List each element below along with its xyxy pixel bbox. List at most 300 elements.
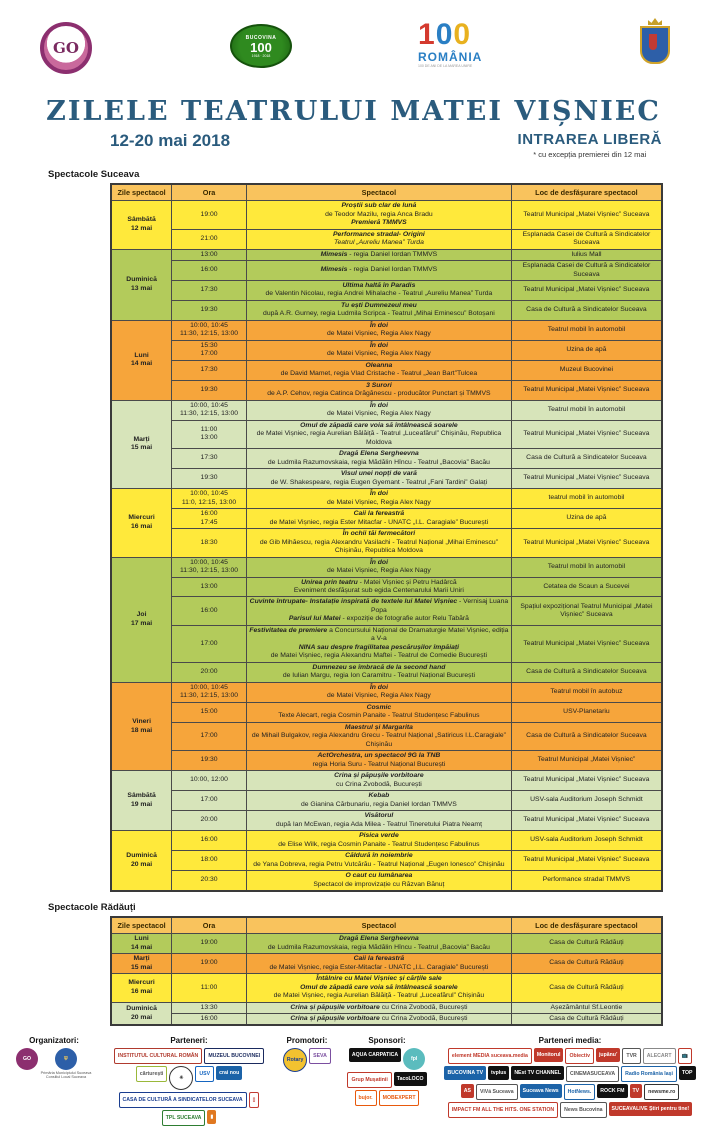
- show-title: Dragă Elena Sergheevna: [339, 450, 419, 458]
- show-row: [111, 249, 662, 260]
- show-detail: de Matei Vișniec, Regia Alex Nagy: [327, 410, 431, 418]
- time-cell: 10:00, 12:00: [172, 771, 247, 791]
- top-fm-logo: [679, 1066, 696, 1082]
- radio-romania-iasi-logo: [621, 1066, 677, 1082]
- show-detail: de Matei Vișniec, regia Aurelian Bălăiță - Teatrul „Luceafărul” Chișinău: [273, 992, 485, 1000]
- romania-logo-name: ROMÂNIA: [418, 50, 483, 64]
- show-title: Visul unei nopți de vară: [340, 470, 417, 478]
- grup-musatinii-logo-text: Grup Mușatinii: [347, 1072, 391, 1088]
- time-cell: 15:30 17:00: [172, 340, 247, 360]
- show-title: Caii la fereastră: [353, 510, 405, 518]
- time-cell: 10:00, 10:45 11:30, 12:15, 13:00: [172, 400, 247, 420]
- tvplus-logo-text: tvplus: [488, 1066, 509, 1080]
- show-detail: Texte Alecart, regia Cosmin Panaite - Teatrul Studențesc Fabulinus: [278, 712, 480, 720]
- show-title: În doi: [369, 558, 388, 566]
- time-cell: 17:00: [172, 722, 247, 750]
- venue-cell: Casa de Cultură a Sindicatelor Suceava: [511, 722, 662, 750]
- show-row: [111, 449, 662, 469]
- show-cell: [246, 934, 511, 954]
- footer-section-label: Promotori:: [286, 1036, 328, 1046]
- teatru-emblem-logo-text: ▯: [249, 1092, 260, 1108]
- venue-cell: Casa de Cultură Rădăuți: [511, 974, 662, 1002]
- time-cell: 10:00, 10:45 11:30, 12:15, 13:00: [172, 557, 247, 577]
- bursiva-logo: [207, 1110, 216, 1126]
- show-title: Căldură în noiembrie: [345, 852, 413, 860]
- cinema-suceava-logo: [566, 1066, 619, 1082]
- venue-cell: Esplanada Casei de Cultură a Sindicatelor Suceava: [511, 229, 662, 249]
- show-detail: după A.R. Gurney, regia Ludmila Scripca - Teatrul „Mihai Eminescu” Botoșani: [263, 310, 495, 318]
- show-cell: [246, 1002, 511, 1013]
- venue-cell: Teatrul Municipal „Matei Vișniec” Suceava: [511, 469, 662, 489]
- time-cell: 11:00: [172, 974, 247, 1002]
- show-title: În doi: [369, 490, 388, 498]
- time-cell: 16:00: [172, 831, 247, 851]
- show-cell: [246, 509, 511, 529]
- time-cell: 18:30: [172, 529, 247, 557]
- aqua-carpatica-logo-text: AQUA CARPATICA: [349, 1048, 401, 1062]
- show-title: Parisul lui Matei: [288, 615, 341, 623]
- radio-as-logo: [461, 1084, 474, 1100]
- impact-fm-logo: [448, 1102, 558, 1118]
- show-detail: cu Crina Zvobodă, București: [336, 780, 422, 788]
- show-title: Tu ești Dumnezeul meu: [341, 301, 417, 309]
- time-cell: 16:00: [172, 597, 247, 625]
- show-detail: de Matei Vișniec, Regia Alex Nagy: [327, 350, 431, 358]
- show-row: [111, 771, 662, 791]
- show-row: [111, 509, 662, 529]
- day-cell: Luni 14 mai: [111, 934, 172, 954]
- flower-of-life-logo-text: ✳: [169, 1066, 193, 1090]
- venue-cell: Casa de Cultură Rădăuți: [511, 954, 662, 974]
- show-row: [111, 831, 662, 851]
- show-row: [111, 340, 662, 360]
- venue-cell: Teatrul mobil în automobil: [511, 320, 662, 340]
- time-cell: 13:30: [172, 1002, 247, 1013]
- free-entry-text: INTRAREA LIBERĂ: [517, 131, 662, 148]
- time-cell: 19:30: [172, 300, 247, 320]
- show-row: [111, 280, 662, 300]
- suceava-coat-of-arms: [40, 1048, 92, 1079]
- show-cell: [246, 420, 511, 448]
- viva-suceava-logo: [476, 1084, 518, 1100]
- time-cell: 19:30: [172, 751, 247, 771]
- time-cell: 19:30: [172, 380, 247, 400]
- program-table-suceava: [110, 183, 663, 892]
- bursiva-logo-text: ▮: [207, 1110, 216, 1124]
- show-detail: de Matei Vișniec, regia Ester Mitacfar - UNATC „I.L. Caragiale” București: [269, 518, 489, 526]
- radio-tv-icon-logo-text: 📺: [678, 1048, 692, 1064]
- footer-logos: [8, 1036, 699, 1126]
- venue-cell: Uzina de apă: [511, 340, 662, 360]
- show-row: [111, 662, 662, 682]
- show-cell: [246, 249, 511, 260]
- show-row: [111, 577, 662, 597]
- show-cell: [246, 320, 511, 340]
- venue-cell: Teatrul mobil în autobuz: [511, 682, 662, 702]
- section-label-radauti: Spectacole Rădăuți: [48, 902, 136, 914]
- free-entry-block: [518, 131, 662, 159]
- column-header: Loc de desfășurare spectacol: [511, 184, 662, 201]
- show-row: [111, 934, 662, 954]
- obiectiv-logo-text: Obiectiv: [565, 1048, 593, 1064]
- show-row: [111, 380, 662, 400]
- header-logo-row: [0, 16, 707, 94]
- time-cell: 16:00: [172, 1014, 247, 1026]
- show-detail: de Matei Vișniec, Regia Alex Nagy: [327, 498, 431, 506]
- time-cell: 19:00: [172, 954, 247, 974]
- tv-7-logo-text: TV: [630, 1084, 643, 1098]
- venue-cell: USV-sala Auditorium Joseph Schmidt: [511, 831, 662, 851]
- casa-cultura-sindicatelor-logo: [119, 1092, 247, 1108]
- show-title: Maestrul și Margarita: [344, 723, 413, 731]
- bujor-logo: [355, 1090, 377, 1106]
- show-title: Proștii sub clar de lună: [341, 202, 417, 210]
- day-cell: Duminică 20 mai: [111, 831, 172, 891]
- show-title: Dragă Elena Sergheevna: [339, 935, 419, 943]
- time-cell: 17:00: [172, 625, 247, 662]
- time-cell: 20:00: [172, 662, 247, 682]
- show-cell: [246, 201, 511, 229]
- day-cell: Miercuri 16 mai: [111, 489, 172, 557]
- day-cell: Marți 15 mai: [111, 400, 172, 488]
- venue-cell: Casa de Cultură a Sindicatelor Suceava: [511, 662, 662, 682]
- newsme-logo: [644, 1084, 679, 1100]
- seva-logo-text: SEVA: [309, 1048, 331, 1064]
- taco-loco-logo: [394, 1072, 427, 1088]
- show-detail: de Matei Vișniec, Regia Alex Nagy: [327, 330, 431, 338]
- show-detail: de Matei Vișniec, regia Ester-Mitacfar - UNATC „I.L. Caragiale” București: [269, 963, 489, 971]
- bucovina-tv-logo: [444, 1066, 486, 1082]
- hotnews-logo-text: HotNews.: [564, 1084, 596, 1100]
- show-detail: Teatrul „Aureliu Manea” Turda: [333, 239, 424, 247]
- newsme-logo-text: newsme.ro: [644, 1084, 679, 1100]
- show-title: Întâlnire cu Matei Vișniec și cărțile sale: [316, 975, 442, 983]
- show-title: Performance stradal- Origini: [333, 230, 425, 238]
- venue-cell: Teatrul Municipal „Matei Vișniec” Suceava: [511, 811, 662, 831]
- show-cell: [246, 380, 511, 400]
- show-title: În doi: [369, 341, 388, 349]
- show-detail: de Matei Vișniec, regia Aurelian Bălăiță - Teatrul „Luceafărul” Chișinău, Republica Moldova: [256, 430, 502, 446]
- suceava-news-logo-text: Suceava News: [520, 1084, 562, 1098]
- venue-cell: Casa de Cultură Rădăuți: [511, 1014, 662, 1026]
- footer-section: [105, 1036, 273, 1126]
- rock-fm-logo: [597, 1084, 627, 1100]
- column-header: Zile spectacol: [111, 917, 172, 934]
- show-title: În doi: [369, 401, 388, 409]
- show-title: Pisica verde: [359, 832, 399, 840]
- mobexpert-logo: [379, 1090, 420, 1106]
- muzeul-bucovinei-logo-text: MUZEUL BUCOVINEI: [204, 1048, 264, 1064]
- show-row: [111, 557, 662, 577]
- show-title: În doi: [369, 683, 388, 691]
- show-cell: [246, 722, 511, 750]
- show-row: [111, 201, 662, 229]
- tv-7-logo: [630, 1084, 643, 1100]
- day-cell: Sâmbătă 19 mai: [111, 771, 172, 831]
- show-row: [111, 1002, 662, 1013]
- show-cell: [246, 557, 511, 577]
- news-bucovina-logo-text: News Bucovina: [560, 1102, 606, 1118]
- show-title: Oleanna: [365, 361, 393, 369]
- time-cell: 10:00, 10:45 11:30, 12:15, 13:00: [172, 682, 247, 702]
- bucovina-badge-years: 1918 · 2018: [251, 53, 271, 58]
- day-cell: Marți 15 mai: [111, 954, 172, 974]
- show-cell: [246, 529, 511, 557]
- muzeul-bucovinei-logo: [204, 1048, 264, 1064]
- tvr-logo: [622, 1048, 640, 1064]
- show-detail: de Ludmila Razumovskaia, regia Mădălin Hîncu - Teatrul „Bacovia” Bacău: [267, 458, 490, 466]
- show-row: [111, 300, 662, 320]
- show-cell: [246, 597, 511, 625]
- show-detail: de Iulian Margu, regia Ion Caramitru - Teatrul Național București: [282, 672, 475, 680]
- element-media-logo-text: element MEDIA suceava.media: [448, 1048, 532, 1064]
- venue-cell: Muzeul Bucovinei: [511, 360, 662, 380]
- go-festival-logo: [16, 1048, 38, 1079]
- venue-cell: USV-sala Auditorium Joseph Schmidt: [511, 791, 662, 811]
- show-title: Crina și păpușile vorbitoare: [334, 772, 424, 780]
- show-row: [111, 597, 662, 625]
- table-header-row: [111, 917, 662, 934]
- show-title: O caut cu lumânarea: [345, 872, 413, 880]
- show-detail: de W. Shakespeare, regia Eugen Gyemant - Teatrul „Fani Tardini” Galați: [270, 478, 488, 486]
- show-row: [111, 751, 662, 771]
- venue-cell: Iulius Mall: [511, 249, 662, 260]
- romania-logo-subtitle: 100 DE ANI DE LA MAREA UNIRE: [418, 64, 473, 68]
- time-cell: 19:30: [172, 469, 247, 489]
- show-title: 3 Surori: [366, 381, 392, 389]
- show-title: Festivitatea de premiere: [249, 626, 328, 634]
- table-header-row: [111, 184, 662, 201]
- show-cell: [246, 811, 511, 831]
- show-cell: [246, 489, 511, 509]
- obiectiv-logo: [565, 1048, 593, 1064]
- show-row: [111, 229, 662, 249]
- footer-section-label: Organizatori:: [29, 1036, 79, 1046]
- show-cell: [246, 400, 511, 420]
- show-title: Mimesis: [320, 250, 348, 258]
- header-sub-row: [110, 131, 662, 159]
- footer-section-label: Parteneri media:: [538, 1036, 602, 1046]
- column-header: Ora: [172, 917, 247, 934]
- show-title: Caii la fereastră: [353, 955, 405, 963]
- show-detail: regia Horia Suru - Teatrul Național București: [312, 760, 446, 768]
- venue-cell: Teatrul mobil în automobil: [511, 400, 662, 420]
- show-detail: de Mihail Bulgakov, regia Alexandru Grecu - Teatrul Național „Satiricus I.L.Caragiale” Chișinău: [251, 732, 506, 748]
- jupanu-logo: [596, 1048, 620, 1064]
- show-title: ActOrchestra, un spectacol 9G la TNB: [317, 752, 441, 760]
- venue-cell: Esplanada Casei de Cultură a Sindicatelor Suceava: [511, 261, 662, 281]
- venue-cell: Cetatea de Scaun a Sucevei: [511, 577, 662, 597]
- time-cell: 17:30: [172, 360, 247, 380]
- show-detail: de Gianina Cărbunariu, regia Daniel Iordan TMMVS: [300, 800, 457, 808]
- day-cell: Joi 17 mai: [111, 557, 172, 682]
- venue-cell: teatrul mobil în automobil: [511, 489, 662, 509]
- time-cell: 19:00: [172, 201, 247, 229]
- icr-logo: [114, 1048, 202, 1064]
- program-table-radauti: [110, 916, 663, 1026]
- show-cell: [246, 771, 511, 791]
- footer-section-label: Sponsori:: [368, 1036, 406, 1046]
- show-detail: - expoziție de fotografie autor Relu Tabără: [340, 615, 469, 623]
- time-cell: 10:00, 10:45 11:0, 12:15, 13:00: [172, 489, 247, 509]
- venue-cell: Teatrul Municipal „Matei Vișniec” Suceava: [511, 625, 662, 662]
- page-title: ZILELE TEATRULUI MATEI VIȘNIEC: [46, 96, 661, 127]
- show-detail: - Matei Vișniec și Petru Hadârcă: [357, 578, 457, 586]
- day-cell: Vineri 18 mai: [111, 682, 172, 770]
- suceava-live-logo-text: SUCEAVALIVE Știri pentru tine!: [609, 1102, 693, 1116]
- casa-cultura-sindicatelor-logo-text: CASA DE CULTURĂ A SINDICATELOR SUCEAVA: [119, 1092, 247, 1108]
- time-cell: 20:30: [172, 871, 247, 891]
- show-cell: [246, 954, 511, 974]
- venue-cell: Spațiul expozițional Teatrul Municipal „Matei Vișniec” Suceava: [511, 597, 662, 625]
- show-row: [111, 974, 662, 1002]
- grup-musatinii-logo: [347, 1072, 391, 1088]
- show-row: [111, 702, 662, 722]
- show-row: [111, 722, 662, 750]
- show-cell: [246, 871, 511, 891]
- venue-cell: Casa de Cultură a Sindicatelor Suceava: [511, 300, 662, 320]
- bujor-logo-text: bujor.: [355, 1090, 377, 1106]
- show-cell: [246, 625, 511, 662]
- nest-tv-logo: [511, 1066, 564, 1082]
- time-cell: 17:30: [172, 449, 247, 469]
- crown-icon: [648, 18, 662, 25]
- venue-cell: Teatrul Municipal „Matei Vișniec” Suceava: [511, 280, 662, 300]
- tvr-logo-text: TVR: [622, 1048, 640, 1064]
- show-row: [111, 851, 662, 871]
- show-cell: [246, 1014, 511, 1026]
- show-detail: de Valentin Nicolau, regia Andrei Mihalache - Teatrul „Aureliu Manea” Turda: [265, 290, 493, 298]
- show-cell: [246, 791, 511, 811]
- show-row: [111, 400, 662, 420]
- show-cell: [246, 662, 511, 682]
- show-row: [111, 360, 662, 380]
- show-row: [111, 420, 662, 448]
- show-row: [111, 811, 662, 831]
- show-cell: [246, 449, 511, 469]
- show-detail: de Gib Mihăescu, regia Alexandru Vasilachi - Teatrul Național „Mihai Eminescu” Chișinău, Republica Moldova: [259, 538, 498, 555]
- show-title: În ochii tăi fermecători: [342, 530, 416, 538]
- free-entry-note: * cu excepția premierei din 12 mai: [533, 150, 647, 159]
- day-cell: Luni 14 mai: [111, 320, 172, 400]
- show-detail: de Matei Vișniec, regia Alexandru Maftei - Teatrul de Comedie București: [270, 652, 488, 660]
- day-cell: Sâmbătă 12 mai: [111, 201, 172, 249]
- suceava-coat-of-arms-caption: Primăria Municipiului Suceava Consiliul Local Suceava: [40, 1071, 92, 1080]
- suceava-coat-of-arms: [640, 18, 670, 62]
- nest-tv-logo-text: NEst TV CHANNEL: [511, 1066, 564, 1080]
- show-row: [111, 625, 662, 662]
- show-detail: după Ian McEwan, regia Ada Milea - Teatrul Tineretului Piatra Neamț: [275, 820, 482, 828]
- show-row: [111, 320, 662, 340]
- show-row: [111, 1014, 662, 1026]
- bucovina-badge-number: 100: [250, 39, 272, 55]
- show-title: Visătorul: [364, 812, 394, 820]
- show-title: Premieră TMMVS: [351, 219, 407, 227]
- cinema-suceava-logo-text: CINEMASUCEAVA: [566, 1066, 619, 1082]
- go-festival-logo-text: GO: [16, 1048, 38, 1070]
- flower-of-life-logo: [169, 1066, 193, 1090]
- alecart-logo-text: ALECART: [643, 1048, 676, 1064]
- venue-cell: Teatrul Municipal „Matei Vișniec” Suceava: [511, 380, 662, 400]
- carturesti-logo: [136, 1066, 168, 1090]
- icr-logo-text: INSTITUTUL CULTURAL ROMÂN: [114, 1048, 202, 1064]
- show-detail: - Vernisaj Luana Popa: [370, 598, 509, 614]
- footer-section-label: Parteneri:: [170, 1036, 208, 1046]
- date-range: 12-20 mai 2018: [110, 131, 231, 150]
- suceava-coat-of-arms-text: ⛨: [55, 1048, 77, 1070]
- venue-cell: Teatrul mobil în automobil: [511, 557, 662, 577]
- section-radauti: [0, 902, 707, 1026]
- venue-cell: Teatrul Municipal „Matei Vișniec”: [511, 751, 662, 771]
- monitorul-logo: [534, 1048, 564, 1064]
- teatru-emblem-logo: [249, 1092, 260, 1108]
- day-cell: Miercuri 16 mai: [111, 974, 172, 1002]
- footer-section: [341, 1036, 433, 1106]
- time-cell: 19:00: [172, 934, 247, 954]
- show-cell: [246, 851, 511, 871]
- show-cell: [246, 300, 511, 320]
- venue-cell: Teatrul Municipal „Matei Vișniec” Suceava: [511, 771, 662, 791]
- crai-nou-logo: [216, 1066, 242, 1090]
- shield-icon: [640, 26, 670, 64]
- time-cell: 18:00: [172, 851, 247, 871]
- romania-logo-number: 100: [418, 18, 472, 51]
- venue-cell: Casa de Cultură a Sindicatelor Suceava: [511, 449, 662, 469]
- show-detail: Spectacol de improvizație cu Răzvan Bănuț: [313, 880, 445, 888]
- show-title: Dumnezeu se îmbracă de la second hand: [312, 663, 446, 671]
- show-detail: - regia Daniel Iordan TMMVS: [347, 266, 438, 274]
- column-header: Spectacol: [246, 917, 511, 934]
- show-detail: a Concursului Național de Dramaturgie Matei Vișniec, ediția a V-a: [327, 626, 509, 643]
- go-logo-text: GO: [53, 39, 79, 57]
- venue-cell: Casa de Cultură Rădăuți: [511, 934, 662, 954]
- show-detail: - regia Daniel Iordan TMMVS: [347, 250, 438, 258]
- news-bucovina-logo: [560, 1102, 606, 1118]
- show-cell: [246, 360, 511, 380]
- show-row: [111, 682, 662, 702]
- show-cell: [246, 280, 511, 300]
- radio-tv-icon-logo: [678, 1048, 692, 1064]
- suceava-live-logo: [609, 1102, 693, 1118]
- show-title: Crina și păpușile vorbitoare: [290, 1003, 380, 1011]
- show-row: [111, 871, 662, 891]
- show-detail: de Matei Vișniec, Regia Alex Nagy: [327, 692, 431, 700]
- show-title: Mimesis: [320, 266, 348, 274]
- show-cell: [246, 229, 511, 249]
- show-title: Cuvinte întrupate- Instalație inspirată de textele lui Matei Vișniec: [249, 598, 458, 606]
- section-suceava: [0, 169, 707, 892]
- venue-cell: Performance stradal TMMVS: [511, 871, 662, 891]
- day-cell: Duminică 13 mai: [111, 249, 172, 320]
- column-header: Spectacol: [246, 184, 511, 201]
- show-cell: [246, 831, 511, 851]
- show-cell: [246, 261, 511, 281]
- alecart-logo: [643, 1048, 676, 1064]
- show-detail: cu Crina Zvobodă, București: [379, 1003, 468, 1011]
- show-cell: [246, 340, 511, 360]
- show-detail: de Teodor Mazilu, regia Anca Bradu: [325, 210, 433, 218]
- usv-logo-text: USV: [195, 1066, 214, 1082]
- show-detail: de Matei Vișniec, Regia Alex Nagy: [327, 567, 431, 575]
- show-title: În doi: [369, 321, 388, 329]
- mobexpert-logo-text: MOBEXPERT: [379, 1090, 420, 1106]
- time-cell: 16:00 17:45: [172, 509, 247, 529]
- show-title: Ultima haltă în Paradis: [342, 281, 416, 289]
- show-detail: Eveniment desfășurat sub egida Centenarului Marii Uniri: [293, 587, 464, 594]
- show-title: NINA sau despre fragilitatea pescărușilor împăiați: [298, 643, 460, 651]
- time-cell: 17:00: [172, 791, 247, 811]
- tpl-suceava-logo: [162, 1110, 206, 1126]
